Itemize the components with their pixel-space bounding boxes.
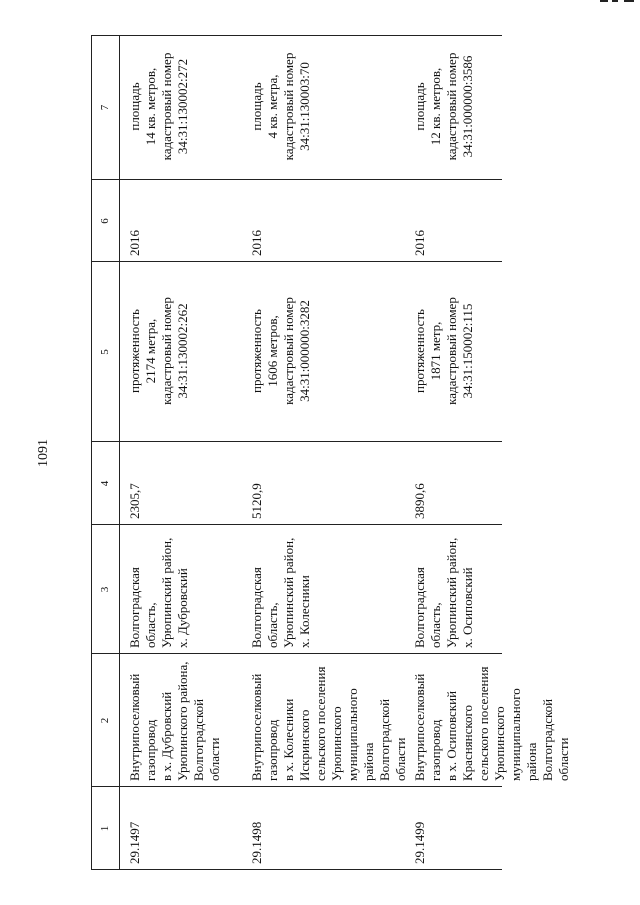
object-characteristics: протяженность 1871 метр, кадастровый номер 34:31:150002:115 [412, 297, 475, 405]
land-plot: площадь 4 кв. метра, кадастровый номер 34:31:130003:70 [249, 52, 312, 161]
row-number: 29.1499 [412, 821, 427, 864]
table-col-line [91, 441, 502, 442]
table-header-cell: 4 [99, 480, 111, 487]
table-col-line [91, 179, 502, 180]
object-address: Волгоградская область, Урюпинский район, х. Дубровский [127, 537, 190, 648]
commission-year: 2016 [412, 230, 427, 256]
object-characteristics: протяженность 2174 метра, кадастровый номер 34:31:130002:262 [127, 297, 190, 405]
object-address: Волгоградская область, Урюпинский район, х. Осиповский [412, 537, 475, 648]
table-header-cell: 1 [99, 825, 111, 832]
land-plot: площадь 12 кв. метров, кадастровый номер 34:31:000000:3586 [412, 52, 475, 161]
table-header-cell: 6 [99, 218, 111, 224]
balance-value: 5120,9 [249, 483, 264, 519]
object-name: Внутрипоселковый газопровод в х. Колесники Искринского сельского поселения Урюпинского муниципального района Волгоградской области [249, 666, 408, 781]
row-number: 29.1497 [127, 821, 142, 864]
registry-table [91, 35, 571, 870]
object-name: Внутрипоселковый газопровод в х. Дубровский Урюпинского района, Волгоградской области [127, 661, 222, 781]
object-name: Внутрипоселковый газопровод в х. Осиповский Краснянского сельского поселения Урюпинского муниципального района Волгоградской области [412, 666, 571, 781]
table-header-cell: 2 [99, 717, 111, 724]
table-header-cell: 7 [99, 104, 111, 111]
table-header-cell: 5 [99, 349, 111, 355]
row-number: 29.1498 [249, 821, 264, 864]
balance-value: 3890,6 [412, 483, 427, 519]
table-row-line [119, 35, 120, 870]
table-col-line [91, 786, 502, 787]
commission-year: 2016 [249, 230, 264, 256]
land-plot: площадь 14 кв. метров, кадастровый номер 34:31:130002:272 [127, 52, 190, 161]
page-number: 1091 [36, 439, 51, 467]
table-col-line [91, 869, 502, 870]
commission-year: 2016 [127, 230, 142, 256]
table-col-line [91, 35, 502, 36]
object-address: Волгоградская область, Урюпинский район, х. Колесники [249, 537, 312, 648]
table-header-cell: 3 [99, 586, 111, 593]
table-col-line [91, 524, 502, 525]
table-col-line [91, 261, 502, 262]
balance-value: 2305,7 [127, 483, 142, 519]
table-col-line [91, 653, 502, 654]
object-characteristics: протяженность 1606 метров, кадастровый номер 34:31:000000:3282 [249, 297, 312, 405]
scan-edge-marks [600, 0, 640, 8]
